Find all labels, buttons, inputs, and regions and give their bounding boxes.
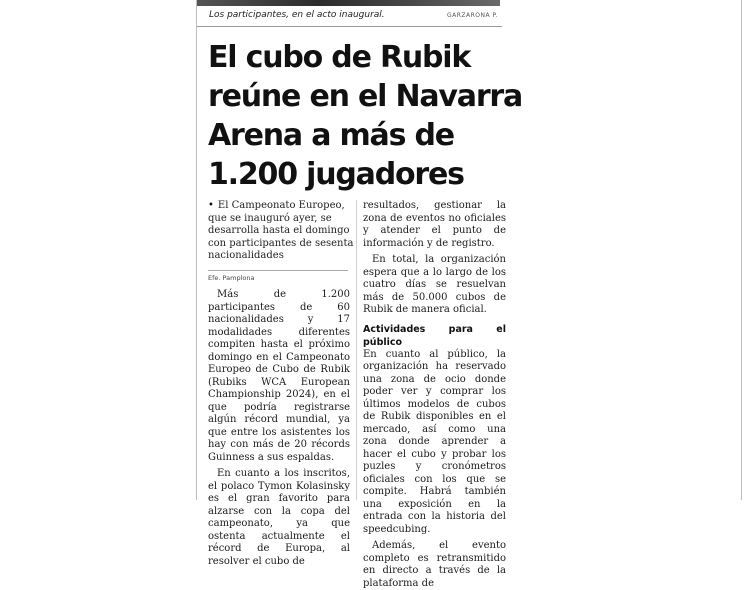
bullet-icon: • [208,200,214,211]
paragraph: En cuanto a los inscritos, el polaco Tymon Kolasinsky es el gran favorito para alzarse con la copa del campeonato, ya que ostenta actualmente el récord de Europa, al resolver el cubo de [208,468,350,567]
paragraph: Más de 1.200 participantes de 60 nacionalidades y 17 modalidades diferentes compiten hasta el próximo domingo en el Campeonato Europeo de Cubo de Rubik (Rubiks WCA European Championship 2024), en el que podría registrarse algún récord mundial, ya que entre los asistentes los hay con más de 20 récords Guinness a sus espaldas. [208,289,350,463]
headline-line: 1.200 jugadores [208,157,464,192]
page-right-rule [741,0,742,500]
byline-rule [208,270,348,271]
photo-credit: GARZARONA P. [447,12,499,19]
summary-text: El Campeonato Europeo, que se inauguró ayer, se desarrolla hasta el domingo con participantes de sesenta nacionalidades [208,200,354,261]
byline: Efe. Pamplona [208,274,255,282]
paragraph: Además, el evento completo es retransmitido en directo a través de la plataforma de [363,540,506,589]
article-column-1 [208,289,350,568]
headline-line: El cubo de Rubik [208,40,471,75]
page-left-rule [196,0,197,500]
headline-line: Arena a más de [208,118,454,153]
photo-caption: Los participantes, en el acto inaugural. [209,10,385,20]
paragraph: En cuanto al público, la organización ha reservado una zona de ocio donde poder ver y comprar los últimos modelos de cubos de Rubik disponibles en el mercado, así como una zona donde aprender a hacer el cubo y probar los puzles y cronómetros oficiales con los que se compite. Habrá también una exposición en la entrada con la historia del speedcubing. [363,348,506,535]
paragraph: resultados, gestionar la zona de eventos no oficiales y atender el punto de información y de registro. [363,200,506,249]
column-divider [356,200,357,500]
section-subhead: Actividades para el público [363,323,506,348]
headline-line: reúne en el Navarra [208,79,523,114]
paragraph: En total, la organización espera que a lo largo de los cuatro días se resuelvan más de 50.000 cubos de Rubik de manera oficial. [363,254,506,315]
article-column-2 [363,200,506,590]
article-summary [208,200,354,263]
photo-image-strip [197,0,500,6]
article-headline [208,38,523,194]
caption-rule [197,26,502,27]
